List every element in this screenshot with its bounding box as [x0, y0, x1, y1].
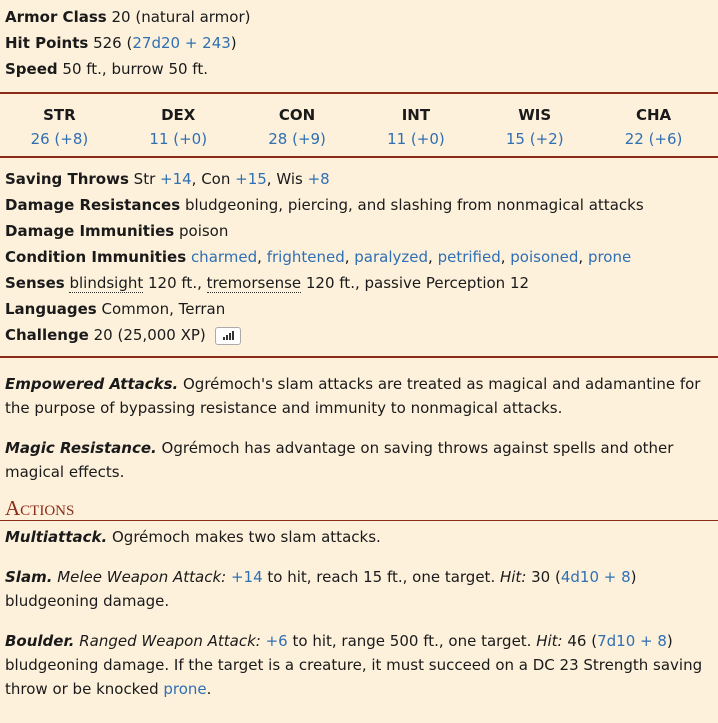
- damage-resistances-row: [5, 192, 718, 218]
- action-text: Ogrémoch makes two slam attacks.: [107, 528, 381, 546]
- condition-immunities-row: [5, 244, 718, 270]
- ability-wis: [475, 102, 594, 150]
- ability-str: [0, 102, 119, 150]
- attack-type: Melee Weapon Attack:: [57, 568, 227, 586]
- save-wis-label: , Wis: [266, 170, 308, 188]
- trait-name: Magic Resistance.: [5, 439, 157, 457]
- saving-throws-label: Saving Throws: [5, 170, 129, 188]
- hit-label: Hit:: [499, 568, 527, 586]
- ability-con: [238, 102, 357, 150]
- ability-name: CHA: [635, 106, 672, 124]
- ability-int: [356, 102, 475, 150]
- ability-dex: [119, 102, 238, 150]
- condition-link-charmed[interactable]: charmed: [190, 248, 258, 266]
- trait-text: Ogrémoch has advantage on saving throws against spells and other magical effects.: [5, 439, 674, 481]
- damage-resistances-label: Damage Resistances: [5, 196, 181, 214]
- attack-text: to hit, range 500 ft., one target.: [287, 632, 537, 650]
- armor-class-value: 20 (natural armor): [111, 8, 251, 26]
- languages-row: [5, 296, 718, 322]
- separator: ,: [257, 248, 267, 266]
- ability-scores: [0, 94, 713, 156]
- action-name: Boulder.: [5, 632, 75, 650]
- actions-heading: Actions: [0, 496, 718, 521]
- speed-label: Speed: [5, 60, 58, 78]
- trait-name: Empowered Attacks.: [5, 375, 179, 393]
- armor-class-row: [5, 4, 718, 30]
- damage-resistances-value: bludgeoning, piercing, and slashing from nonmagical attacks: [184, 196, 644, 214]
- blindsight-term[interactable]: blindsight: [69, 274, 144, 292]
- hit-points-value: 526 (: [93, 34, 133, 52]
- condition-link-paralyzed[interactable]: paralyzed: [354, 248, 429, 266]
- senses-row: [5, 270, 718, 296]
- separator: ,: [428, 248, 438, 266]
- damage-immunities-label: Damage Immunities: [5, 222, 175, 240]
- condition-link-frightened[interactable]: frightened: [266, 248, 345, 266]
- speed-value: 50 ft., burrow 50 ft.: [62, 60, 208, 78]
- save-str-label: Str: [133, 170, 161, 188]
- ability-value[interactable]: 22 (+6): [624, 130, 683, 148]
- senses-label: Senses: [5, 274, 65, 292]
- attack-type: Ranged Weapon Attack:: [79, 632, 261, 650]
- trait-magic-resistance: [5, 436, 718, 484]
- save-con-mod[interactable]: +15: [235, 170, 267, 188]
- ability-value[interactable]: 28 (+9): [268, 130, 326, 148]
- languages-label: Languages: [5, 300, 97, 318]
- hit-label: Hit:: [536, 632, 563, 650]
- armor-class-label: Armor Class: [5, 8, 107, 26]
- action-boulder: [5, 629, 718, 701]
- damage-dice[interactable]: 7d10 + 8: [597, 632, 667, 650]
- save-con-label: , Con: [191, 170, 236, 188]
- saving-throws-row: [5, 166, 718, 192]
- trait-text: Ogrémoch's slam attacks are treated as magical and adamantine for the purpose of bypassing resistance and immunity to nonmagical attacks.: [5, 375, 701, 417]
- damage-immunities-row: [5, 218, 718, 244]
- challenge-label: Challenge: [5, 326, 89, 344]
- action-name: Slam.: [5, 568, 53, 586]
- ability-name: CON: [278, 106, 316, 124]
- attack-bonus[interactable]: +14: [230, 568, 263, 586]
- hit-points-dice[interactable]: 27d20 + 243: [132, 34, 231, 52]
- damage-value: 46 (: [562, 632, 598, 650]
- period: .: [206, 680, 212, 698]
- languages-value: Common, Terran: [101, 300, 226, 318]
- ability-cha: [594, 102, 713, 150]
- ability-name: WIS: [518, 106, 552, 124]
- action-slam: [5, 565, 718, 613]
- challenge-value: 20 (25,000 XP): [93, 326, 206, 344]
- ability-value[interactable]: 26 (+8): [30, 130, 89, 148]
- ability-name: DEX: [161, 106, 196, 124]
- attack-text: to hit, reach 15 ft., one target.: [262, 568, 500, 586]
- damage-immunities-value: poison: [179, 222, 229, 240]
- damage-text: ) bludgeoning damage.: [5, 568, 637, 610]
- ability-name: INT: [401, 106, 431, 124]
- damage-text: ) bludgeoning damage. If the target is a creature, it must succeed on a DC 23 Strength saving throw or be knocked: [5, 632, 703, 698]
- action-name: Multiattack.: [5, 528, 108, 546]
- attack-bonus[interactable]: +6: [265, 632, 288, 650]
- blindsight-value: 120 ft.,: [143, 274, 207, 292]
- damage-dice[interactable]: 4d10 + 8: [560, 568, 631, 586]
- condition-link-petrified[interactable]: petrified: [437, 248, 501, 266]
- hit-points-label: Hit Points: [5, 34, 89, 52]
- separator: ,: [578, 248, 588, 266]
- ability-name: STR: [43, 106, 76, 124]
- hit-points-close: ): [230, 34, 237, 52]
- tremorsense-term[interactable]: tremorsense: [206, 274, 302, 292]
- action-multiattack: [5, 525, 718, 549]
- separator: ,: [500, 248, 511, 266]
- ability-value[interactable]: 11 (+0): [387, 130, 445, 148]
- trait-empowered-attacks: [5, 372, 718, 420]
- condition-link-poisoned[interactable]: poisoned: [510, 248, 579, 266]
- separator: ,: [344, 248, 355, 266]
- challenge-row: [5, 322, 718, 348]
- condition-link-prone[interactable]: prone: [163, 680, 207, 698]
- damage-value: 30 (: [526, 568, 561, 586]
- hit-points-row: [5, 30, 718, 56]
- tremorsense-value: 120 ft., passive Perception 12: [301, 274, 530, 292]
- ability-value[interactable]: 11 (+0): [149, 130, 208, 148]
- save-str-mod[interactable]: +14: [160, 170, 192, 188]
- speed-row: [5, 56, 718, 82]
- encounter-difficulty-button[interactable]: [215, 327, 241, 345]
- save-wis-mod[interactable]: +8: [307, 170, 330, 188]
- ability-value[interactable]: 15 (+2): [505, 130, 564, 148]
- condition-link-prone[interactable]: prone: [587, 248, 632, 266]
- condition-immunities-label: Condition Immunities: [5, 248, 187, 266]
